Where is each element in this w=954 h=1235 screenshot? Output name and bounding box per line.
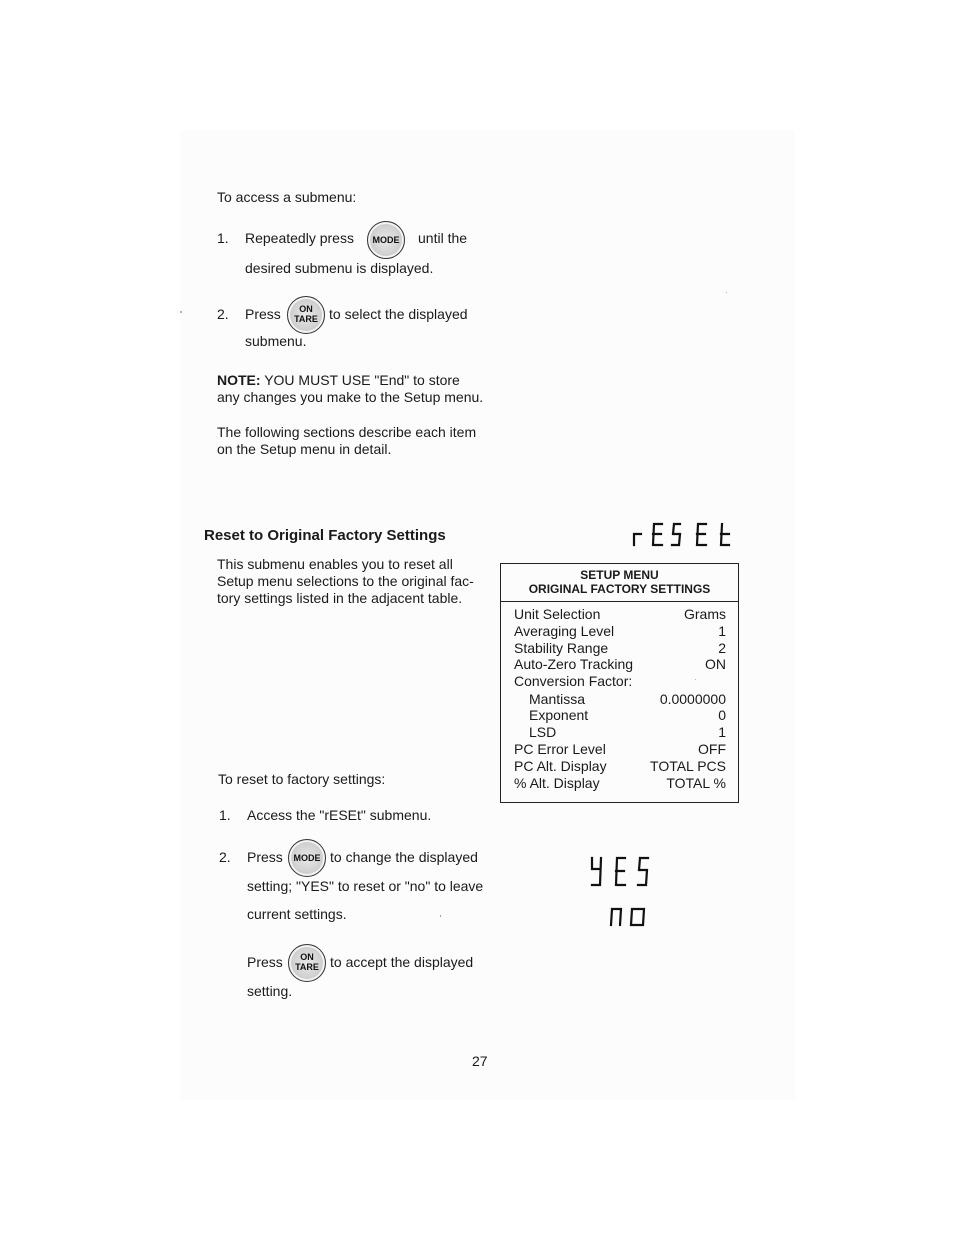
reset-step1-text: Access the "rESEt" submenu. (247, 807, 432, 823)
step2-number: 2. (217, 306, 229, 322)
scan-speck (440, 915, 441, 917)
reset-step2-text-b: to change the displayed (330, 849, 478, 865)
row-param: PC Alt. Display (514, 758, 607, 774)
note-text1: YOU MUST USE "End" to store (264, 372, 460, 388)
step1-text-a: Repeatedly press (245, 230, 354, 246)
row-value: OFF (698, 741, 726, 757)
table-row (514, 724, 726, 741)
table-header (501, 564, 738, 602)
note-label: NOTE: (217, 372, 261, 388)
row-param: Conversion Factor: (514, 673, 633, 689)
row-value: ON (705, 656, 726, 672)
reset-step3-text-b: to accept the displayed (330, 954, 474, 970)
step1-text-b: until the (418, 230, 468, 246)
reset-step2-text-d: current settings. (247, 906, 347, 922)
row-value: Grams (684, 606, 726, 622)
no-display (608, 905, 656, 929)
access-submenu-text: To access a submenu: (217, 189, 357, 205)
scan-speck (726, 292, 727, 293)
note-line1 (217, 372, 460, 389)
reset-step2-text-a: Press (247, 849, 283, 865)
table-row (514, 775, 726, 792)
table-row (514, 623, 726, 640)
row-param: LSD (529, 724, 557, 740)
step2-text-a: Press (245, 306, 281, 322)
row-param: Mantissa (529, 691, 586, 707)
table-row (514, 606, 726, 623)
on-tare-button-icon (288, 944, 326, 982)
reset-step2-number: 2. (219, 849, 231, 865)
mode-button-label: MODE (293, 853, 321, 863)
row-param: Stability Range (514, 640, 609, 656)
table-title-line1: SETUP MENU (580, 568, 659, 582)
section-desc-line1: This submenu enables you to reset all (217, 556, 453, 572)
step2-text-c: submenu. (245, 333, 307, 349)
step1-number: 1. (217, 230, 229, 246)
row-value: 0 (718, 707, 726, 723)
row-value: 1 (718, 623, 726, 639)
reset-display (630, 512, 745, 548)
table-row (514, 707, 726, 724)
table-title-line2: ORIGINAL FACTORY SETTINGS (528, 582, 711, 596)
row-param: % Alt. Display (514, 775, 600, 791)
tare-label: TARE (295, 962, 319, 972)
on-label: ON (300, 952, 314, 962)
row-param: Exponent (529, 707, 589, 723)
row-value: TOTAL PCS (650, 758, 726, 774)
table-row (514, 741, 726, 758)
section-desc-line2: Setup menu selections to the original fac- (217, 573, 474, 589)
row-value: 0.0000000 (659, 691, 726, 707)
row-value: 2 (718, 640, 726, 656)
section-heading: Reset to Original Factory Settings (204, 527, 446, 544)
row-param: PC Error Level (514, 741, 606, 757)
yes-display (588, 855, 658, 889)
row-param: Averaging Level (514, 623, 615, 639)
reset-intro: To reset to factory settings: (218, 771, 386, 787)
table-row (514, 640, 726, 657)
row-param: Auto-Zero Tracking (514, 656, 634, 672)
scan-speck (180, 311, 182, 313)
reset-step3-text-c: setting. (247, 983, 293, 999)
on-tare-button-icon (287, 296, 325, 334)
row-value: TOTAL % (666, 775, 726, 791)
table-row (514, 656, 726, 673)
row-param: Unit Selection (514, 606, 601, 622)
page-number: 27 (472, 1053, 488, 1069)
reset-step3-text-a: Press (247, 954, 283, 970)
factory-settings-table (500, 563, 739, 803)
step1-text-c: desired submenu is displayed. (245, 260, 434, 276)
row-value: 1 (718, 724, 726, 740)
following-line2: on the Setup menu in detail. (217, 441, 392, 457)
step2-text-b: to select the displayed (329, 306, 468, 322)
on-label: ON (299, 304, 313, 314)
section-desc-line3: tory settings listed in the adjacent table. (217, 590, 463, 606)
tare-label: TARE (294, 314, 318, 324)
mode-button-icon (288, 839, 326, 877)
note-line2: any changes you make to the Setup menu. (217, 389, 484, 405)
following-line1: The following sections describe each item (217, 424, 477, 440)
table-row (514, 758, 726, 775)
reset-step2-text-c: setting; "YES" to reset or "no" to leave (247, 878, 484, 894)
reset-step1-number: 1. (219, 807, 231, 823)
table-row (514, 691, 726, 708)
mode-button-label: MODE (372, 235, 400, 245)
mode-button-icon (367, 221, 405, 259)
table-row (514, 673, 726, 690)
scan-speck (695, 679, 696, 680)
